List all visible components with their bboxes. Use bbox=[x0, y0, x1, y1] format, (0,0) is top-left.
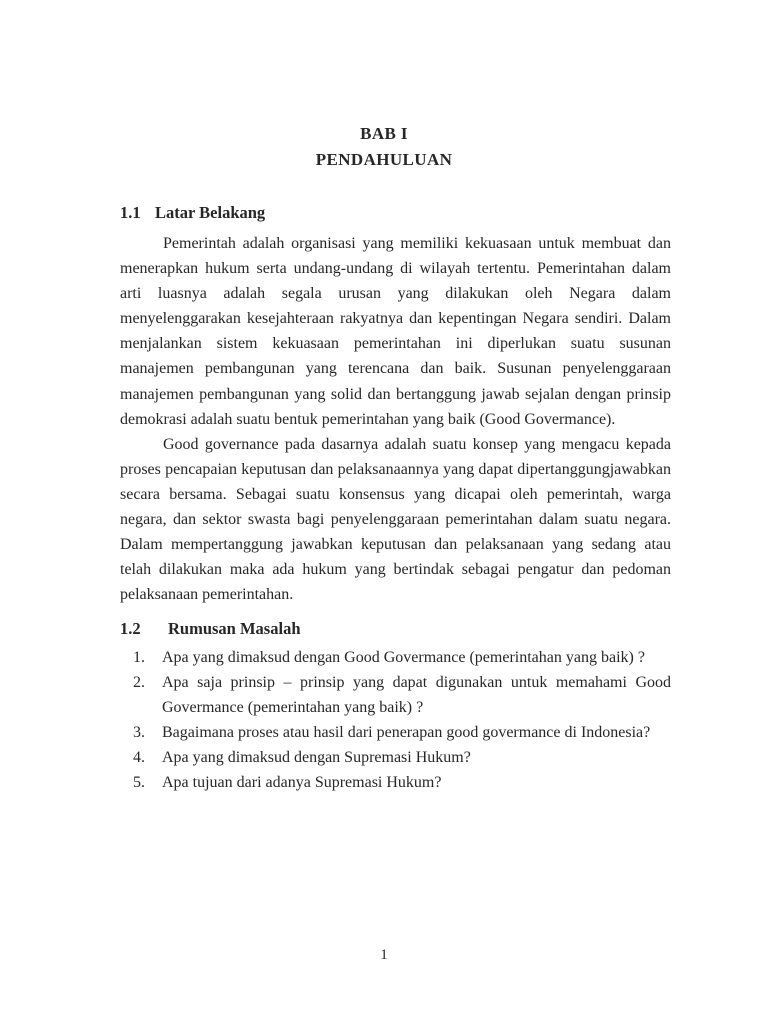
page-number: 1 bbox=[380, 947, 388, 963]
chapter-title-line1: BAB I bbox=[360, 124, 408, 143]
chapter-title-line2: PENDAHULUAN bbox=[315, 150, 453, 169]
list-item-number: 5. bbox=[133, 774, 145, 792]
list-item-text: Apa yang dimaksud dengan Good Govermance (pemerintahan yang baik) ? bbox=[162, 649, 645, 666]
section-heading-latar-belakang bbox=[120, 203, 265, 223]
section-latar-belakang-body bbox=[120, 231, 671, 607]
section-number-1-2: 1.2 bbox=[120, 619, 141, 638]
list-item bbox=[120, 745, 671, 770]
section-title-rumusan-masalah: Rumusan Masalah bbox=[168, 619, 301, 638]
list-item-text: Bagaimana proses atau hasil dari penerapan good govermance di Indonesia? bbox=[162, 724, 651, 742]
list-item-number: 4. bbox=[133, 749, 145, 767]
list-item-number: 1. bbox=[133, 649, 145, 666]
list-item-number: 2. bbox=[133, 674, 145, 692]
section-title-latar-belakang: Latar Belakang bbox=[155, 203, 266, 222]
paragraph-2: Good governance pada dasarnya adalah suatu konsep yang mengacu kepada proses pencapaian keputusan dan pelaksanaannya yang dapat dipertanggungjawabkan secara bersama. Sebagai suatu konsensus yang dicapai oleh pemerintah, warga negara, dan sektor swasta bagi penyelenggaraan pemerintahan dalam suatu negara. Dalam mempertanggung jawabkan keputusan dan pelaksanaan yang sedang atau telah dilakukan maka ada hukum yang bertindak sebagai pengatur dan pedoman pelaksanaan pemerintahan. bbox=[120, 435, 671, 604]
list-item bbox=[120, 770, 671, 795]
list-item-text: Apa yang dimaksud dengan Supremasi Hukum? bbox=[162, 749, 471, 767]
list-item bbox=[120, 720, 671, 745]
chapter-title bbox=[0, 121, 768, 173]
section-number-1-1: 1.1 bbox=[120, 203, 141, 222]
list-item-text: Apa saja prinsip – prinsip yang dapat digunakan untuk memahami Good Govermance (pemerintahan yang baik) ? bbox=[162, 674, 671, 717]
section-heading-rumusan-masalah bbox=[120, 619, 301, 639]
list-item-text: Apa tujuan dari adanya Supremasi Hukum? bbox=[162, 774, 442, 792]
paragraph-1: Pemerintah adalah organisasi yang memiliki kekuasaan untuk membuat dan menerapkan hukum serta undang-undang di wilayah tertentu. Pemerintahan dalam arti luasnya adalah segala urusan yang dilakukan oleh Negara dalam menyelenggarakan kesejahteraan rakyatnya dan kepentingan Negara sendiri. Dalam menjalankan sistem kekuasaan pemerintahan ini diperlukan suatu susunan manajemen pembangunan yang terencana dan baik. Susunan penyelenggaraan manajemen pembangunan yang solid dan bertanggung jawab sejalan dengan prinsip demokrasi adalah suatu bentuk pemerintahan yang baik (Good Govermance). bbox=[120, 235, 671, 428]
list-item bbox=[120, 670, 671, 720]
list-item-number: 3. bbox=[133, 724, 145, 742]
rumusan-masalah-list bbox=[120, 645, 671, 796]
list-item bbox=[120, 645, 671, 670]
